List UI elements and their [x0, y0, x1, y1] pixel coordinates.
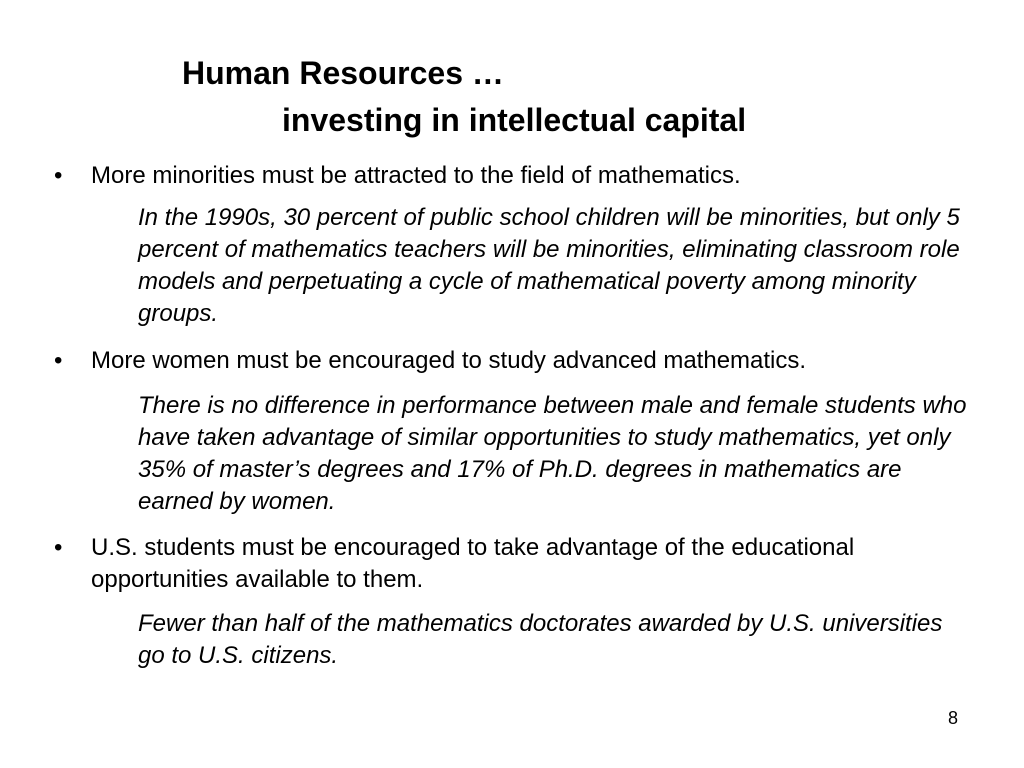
bullet-marker: • [54, 534, 63, 561]
bullet-text: U.S. students must be encouraged to take advantage of the educational opportunities available to them. [91, 534, 855, 593]
slide-subtitle: investing in intellectual capital [282, 102, 747, 138]
page-number: 8 [948, 708, 959, 728]
bullet-marker: • [54, 347, 63, 374]
bullet-detail-1: In the 1990s, 30 percent of public school children will be minorities, but only 5 percent of mathematics teachers will be minorities, eliminating classroom role models and perpetuating a cycle of mathematical poverty among minority groups. [138, 204, 960, 327]
bullet-marker: • [54, 162, 63, 189]
bullet-text: More women must be encouraged to study advanced mathematics. [91, 347, 807, 374]
bullet-detail-2: There is no difference in performance between male and female students who have taken advantage of similar opportunities to study mathematics, yet only 35% of master’s degrees and 17% of Ph.D. degrees in mathematics are earned by women. [138, 392, 967, 515]
slide-title: Human Resources … [182, 55, 504, 91]
bullet-detail-3: Fewer than half of the mathematics doctorates awarded by U.S. universities go to U.S. citizens. [138, 610, 943, 669]
bullet-text: More minorities must be attracted to the field of mathematics. [91, 162, 741, 189]
